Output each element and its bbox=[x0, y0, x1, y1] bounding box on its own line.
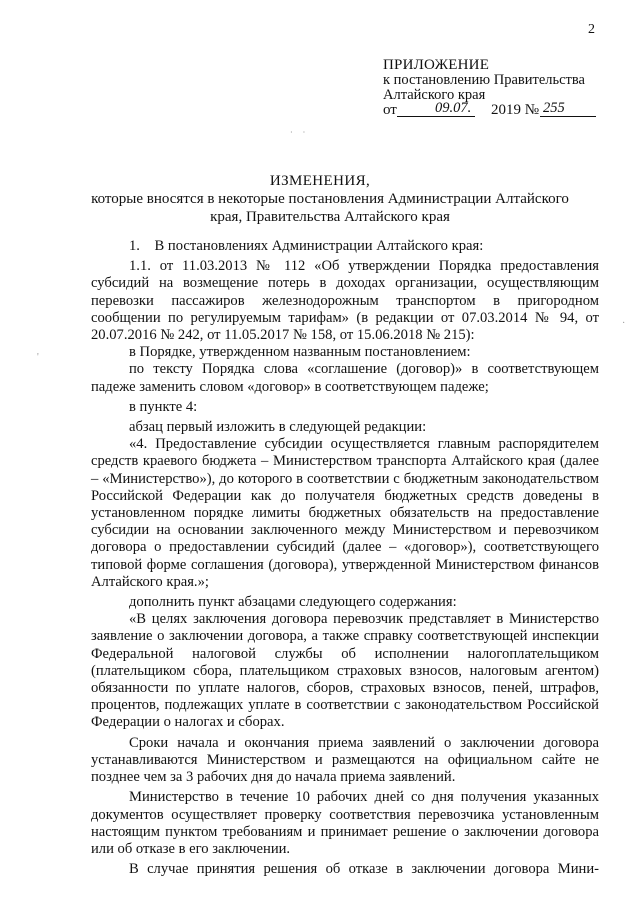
from-label: от bbox=[383, 102, 397, 118]
paragraph: Министерство в течение 10 рабочих дней со дня получения указанных документов осуществляет проверку соответствия перевозчика установленным настоящим пунктом требованиям и принимает решение о заключении договора или об отказе в его заключении. bbox=[91, 789, 599, 857]
year-label: 2019 № bbox=[491, 102, 540, 118]
scan-mark: · bbox=[622, 318, 626, 329]
resolution-number: 255 bbox=[543, 100, 565, 116]
appendix-resolution: к постановлению Правительства bbox=[383, 72, 585, 88]
paragraph: «В целях заключения договора перевозчик представляет в Министерство заявление о заключении договора, а также справку соответствующей инспекции Федеральной налоговой службы об исполнении налогоплательщиком (плательщиком сбора, плательщиком страховых взносов, налоговым агентом) обязанности по уплате налогов, сборов, страховых взносов, пеней, штрафов, процентов, подлежащих уплате в соответствии с законодательством Российской Федерации о налогах и сборах. bbox=[91, 611, 599, 731]
document-subtitle: которые вносятся в некоторые постановления Администрации Алтайского края, Правительства Алтайского края bbox=[91, 191, 569, 225]
appendix-title: ПРИЛОЖЕНИЕ bbox=[383, 57, 490, 73]
paragraph: 1.1. от 11.03.2013 № 112 «Об утверждении Порядка предоставления субсидий на возмещение потерь в доходах организации, осуществляющим перевозки пассажиров железнодорожным транспортом в пригородном сообщении по регулируемым тарифам» (в редакции от 07.03.2014 № 94, от 20.07.2016 № 242, от 11.05.2017 № 158, от 15.06.2018 № 215): bbox=[91, 258, 599, 344]
document-body bbox=[91, 238, 599, 878]
appendix-block bbox=[383, 58, 585, 121]
paragraph: в Порядке, утвержденном названным постановлением: bbox=[129, 344, 471, 361]
paragraph: В случае принятия решения об отказе в заключении договора Мини- bbox=[129, 861, 599, 878]
scan-specks: · · bbox=[290, 128, 310, 137]
paragraph: по тексту Порядка слова «соглашение (договор)» в соответствующем падеже заменить словом «договор» в соответствующем падеже; bbox=[91, 361, 599, 395]
paragraph: в пункте 4: bbox=[129, 398, 198, 415]
date-underline bbox=[397, 116, 475, 117]
paragraph: 1. В постановлениях Администрации Алтайского края: bbox=[129, 238, 484, 254]
number-underline bbox=[540, 116, 596, 117]
resolution-date: 09.07. bbox=[435, 100, 472, 116]
appendix-region: Алтайского края bbox=[383, 87, 486, 103]
document-title: ИЗМЕНЕНИЯ, bbox=[269, 173, 371, 189]
paragraph: Сроки начала и окончания приема заявлений о заключении договора устанавливаются Министерством и размещаются на официальном сайте не позднее чем за 3 рабочих дня до начала приема заявлений. bbox=[91, 734, 599, 786]
appendix-date-row bbox=[383, 100, 585, 121]
page-number: 2 bbox=[588, 22, 595, 37]
scan-mark: ' bbox=[37, 352, 39, 363]
paragraph: «4. Предоставление субсидии осуществляется главным распорядителем средств краевого бюджета – Министерством транспорта Алтайского края (далее – «Министерство»), до которого в соответствии с бюджетным законодательством Российской Федерации как до получателя бюджетных средств доведены в установленном порядке лимиты бюджетных обязательств на предоставление субсидии на основании заключенного между Министерством и перевозчиком договора о предоставлении субсидий (далее – «договор»), соответствующего типовой форме соглашения (договора), утвержденной Министерством финансов Алтайского края.»; bbox=[91, 436, 599, 590]
paragraph: абзац первый изложить в следующей редакции: bbox=[129, 419, 427, 436]
paragraph: дополнить пункт абзацами следующего содержания: bbox=[129, 594, 457, 611]
